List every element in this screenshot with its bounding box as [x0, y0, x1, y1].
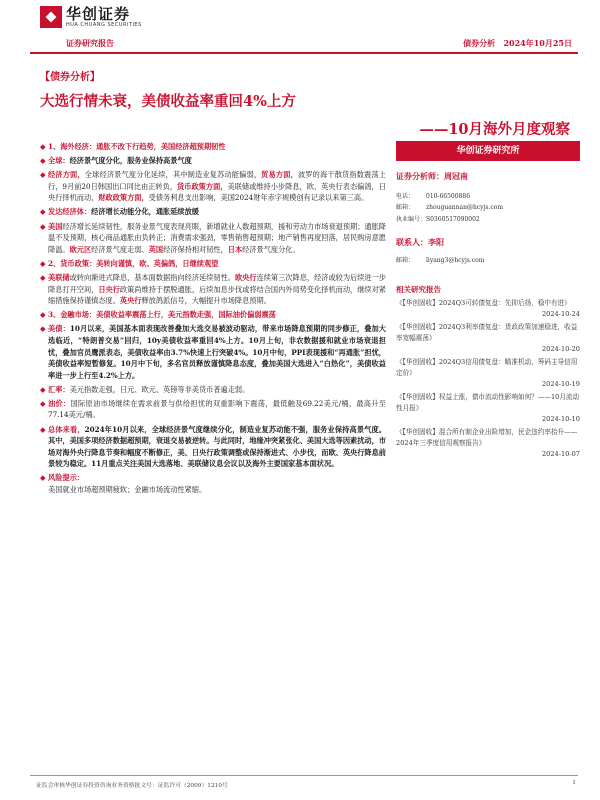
bullet-icon: ◆ — [40, 473, 46, 483]
analyst-contact — [396, 191, 580, 225]
analyst-email-link[interactable]: zhouguannan@hcyjs.com — [426, 204, 504, 212]
bullet-icon: ◆ — [40, 324, 46, 334]
report-date: 2024年10月25日 — [503, 38, 572, 48]
logo-subtext: HUA CHUANG SECURITIES — [66, 22, 142, 28]
related-report-link[interactable]: 《【华创固收】2024Q3利率债复盘：货政政策加速稳进，收益率宽幅震荡》 — [396, 323, 578, 343]
report-subtitle: ——10月海外月度观察 — [419, 121, 570, 138]
license-row: 执业编号：S0360517090002 — [396, 215, 480, 223]
report-kind: 债券分析 — [463, 38, 496, 48]
related-report-link[interactable]: 《【华创固收】2024Q3信用债复盘：瞄准机动，筹码主导信用定价》 — [396, 358, 578, 378]
paragraph-conclusion: ◆ 总体来看，2024年10月以来，全球经济景气度继续分化，制造业复苏动能不强，服务业保持高景气度。其中，美国多项经济数据超预期，衰退交易被逆转。与此同时，地缘冲突紧张化、美国大选等因素扰动，市场对海外央行降息节奏和幅度不断修正，美、日央行政策调整或保持渐进式、小步伐，而欧、英央行降息前景较为稳定。11月重点关注美国大选落地、美联储议息会议以及海外主要国家基本面状况。 — [40, 424, 386, 469]
report-category: 【债券分析】 — [40, 72, 100, 83]
bullet-icon: ◆ — [40, 384, 46, 394]
analyst-name: 周冠南 — [444, 171, 468, 181]
header-meta — [463, 38, 572, 49]
section-monetary: ◆ 2、货币政策：美转向谨慎，欧、英偏鸽，日继续观望 — [40, 258, 219, 268]
bullet-icon: ◆ — [40, 272, 46, 282]
bullet-icon: ◆ — [40, 310, 46, 320]
phone-row: 电话： 010-66500886 — [396, 193, 471, 200]
email-row: 邮箱： zhouguannan@hcyjs.com — [396, 204, 504, 212]
contact-email-link[interactable]: liyang3@hcyjs.com — [426, 256, 485, 264]
report-title: 大选行情未衰，美债收益率重回4%上方 — [40, 93, 296, 110]
footer-divider — [30, 775, 578, 776]
bullet-icon: ◆ — [40, 221, 46, 231]
section-markets: ◆ 3、金融市场：美债收益率震荡上行，美元指数走强，国际油价偏弱震荡 — [40, 310, 276, 320]
bullet-icon: ◆ — [40, 424, 46, 434]
summary-body — [40, 141, 386, 498]
paragraph-oil: ◆ 油价：国际原油市场继续在需求前景与供给担忧的双重影响下震荡，最低触及69.22美元/桶，最高升至77.14美元/桶。 — [40, 398, 386, 420]
related-report-link[interactable]: 《【华创固收】权益上涨，债市流动性影响如何？——10月流动性月报》 — [396, 393, 580, 413]
related-reports-list — [396, 298, 580, 460]
related-report-date: 2024-10-19 — [541, 380, 580, 389]
paragraph-monetary-detail: ◆ 美联储或转向渐进式降息，基本面数据指向经济延续韧性。欧央行连续第三次降息，经济或较为后续进一步降息打开空间，日央行政策尚维持于摆脱通胀，后续加息步伐或将结合国内外局势变化择机而动，继续对紧缩措施保持谨慎态度。英央行释放鸽派信号，大幅提升市场降息预期。 — [40, 272, 386, 306]
bullet-icon: ◆ — [40, 207, 46, 217]
related-reports-title: 相关研究报告 — [396, 285, 441, 295]
bullet-icon: ◆ — [40, 258, 46, 268]
hcsc-logo-icon — [40, 6, 62, 28]
report-type: 证券研究报告 — [66, 38, 114, 48]
related-report-date: 2024-10-10 — [541, 415, 580, 424]
regulatory-footer: 证监会审核华创证券投资咨询业务资格批文号：证监许可（2009）1210号 — [36, 783, 228, 789]
contact-email-row: 邮箱： liyang3@hcyjs.com — [396, 256, 485, 264]
paragraph-risk: ◆ 风险提示： 美国就业市场超预期疲软；金融市场流动性紧缩。 — [40, 473, 207, 495]
logo-text: 华创证券 — [66, 5, 131, 23]
sidebar — [396, 141, 580, 462]
related-report-date: 2024-10-20 — [541, 345, 580, 354]
paragraph-developed-detail: ◆ 美国经济增长延续韧性，服务业景气度表现亮眼，新增就业人数超预期，援和劳动力市场衰退预期；通胀降温不及预期，核心商品通胀由负转正；消费需求强劲，零售销售超预期；地产销售再度回落，居民购房意愿降温。欧元区经济景气度走弱、英国经济保持相对韧性，日本经济景气度分化。 — [40, 221, 386, 254]
related-report-date: 2024-10-24 — [541, 310, 580, 319]
bullet-icon: ◆ — [40, 142, 46, 151]
related-report-link[interactable]: 《【华创固收】2024Q3可转债复盘：先抑后扬，稳中有进》 — [396, 299, 571, 308]
contact-person: 李阳 — [428, 236, 444, 247]
paragraph-fx: ◆ 汇率：美元指数走强，日元、欧元、英镑等非美货币普遍走弱。 — [40, 384, 250, 394]
analyst-line: 证券分析师：周冠南 — [396, 171, 468, 181]
related-report-date: 2024-10-07 — [541, 450, 580, 459]
header-divider — [30, 52, 578, 54]
section-macro: ◆ 1、海外经济：通胀不改下行趋势，美国经济超预期韧性 — [40, 142, 226, 151]
institute-banner: 华创证券研究所 — [396, 141, 580, 161]
related-report-link[interactable]: 《【华创固收】混合所有制企业出险增加，民企违约率抬升——2024年三季度信用观察报告》 — [396, 428, 578, 448]
section-developed: ◆ 发达经济体：经济增长动能分化，通胀延续放缓 — [40, 207, 199, 217]
contact-person-line: 联系人：李阳 — [396, 236, 444, 247]
bullet-icon: ◆ — [40, 398, 46, 408]
bullet-icon: ◆ — [40, 170, 46, 180]
page-number: 1 — [572, 780, 576, 786]
section-global: ◆ 全球：经济景气度分化，服务业保持高景气度 — [40, 156, 192, 166]
paragraph-treasury: ◆ 美债：10月以来，美国基本面表现改善叠加大选交易被波动驱动，带来市场降息预期的同步修正，叠加大选临近，“特朗普交易”回归，10y美债收益率重回4%上方。10月上旬，非农数据援和就业市场衰退担忧，叠加官员鹰派表态，美债收益率由3.7%快速上行突破4%。10月中旬，PPI表现援和“再通胀”担忧，美债收益率短暂修复。10月中下旬，多名官员释放谨慎降息态度，叠加美国大选进入“白热化”，美债收益率进一步上行至4.2%上方。 — [40, 324, 386, 380]
report-header — [30, 0, 578, 52]
paragraph-global-detail: ◆ 经济方面，全球经济景气度分化延续，其中制造业复苏动能偏弱，贸易方面，波罗的海干散货指数震荡上行，9月前20日韩国出口同比由正转负，货币政策方面，美联储或维持小步降息，欧、英央行表态偏鸽，日央行择机而动，财政政策方面，受债务利息支出影响，美国2024财年赤字规模创有记录以来第三高。 — [40, 170, 386, 203]
bullet-icon: ◆ — [40, 156, 46, 166]
